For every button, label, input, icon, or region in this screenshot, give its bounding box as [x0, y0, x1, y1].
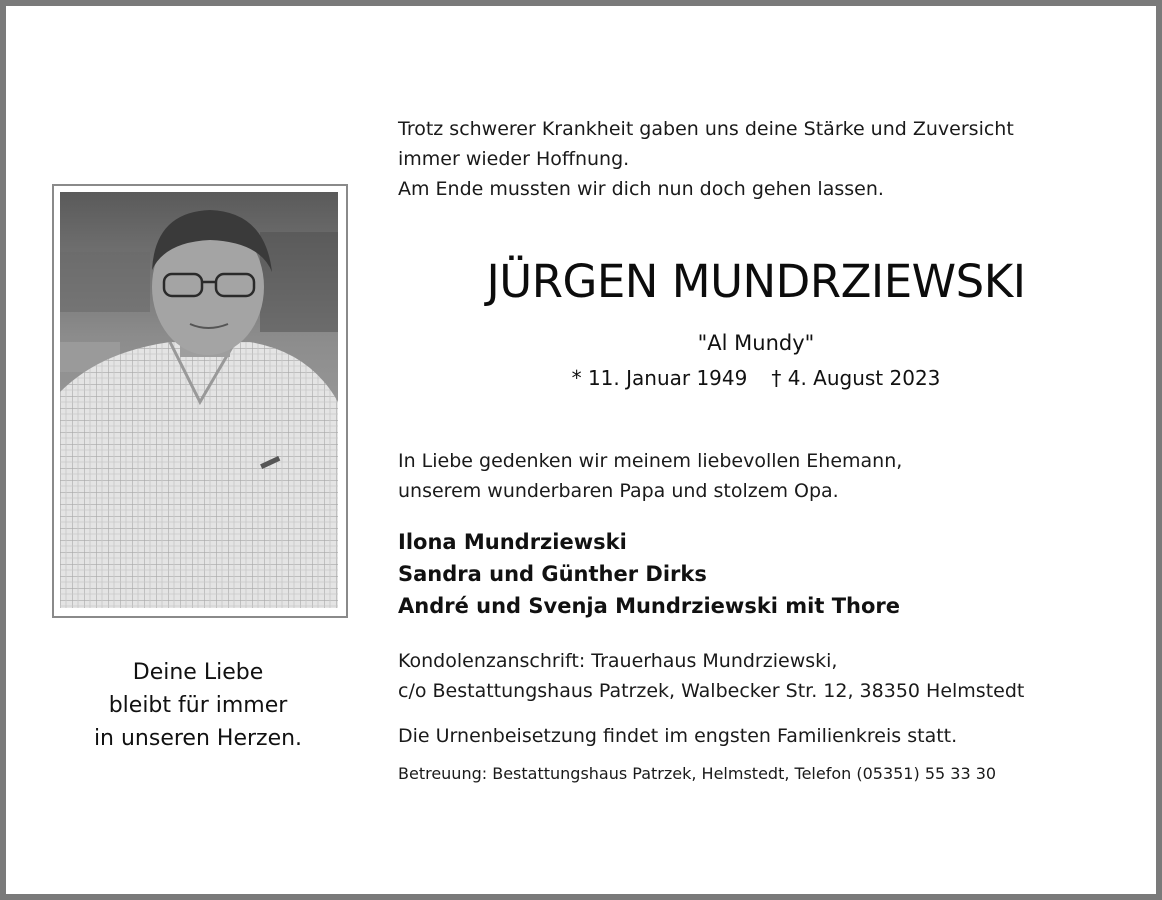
dedication-line: unserem wunderbaren Papa und stolzem Opa.: [398, 480, 839, 502]
intro-line: immer wieder Hoffnung.: [398, 148, 630, 170]
intro-text: [398, 114, 1014, 204]
care-note: Betreuung: Bestattungshaus Patrzek, Helmstedt, Telefon (05351) 55 33 30: [398, 764, 997, 783]
photo-frame: [52, 184, 348, 618]
quote-line: in unseren Herzen.: [93, 726, 303, 751]
contact-line: Kondolenzanschrift: Trauerhaus Mundrziewski,: [398, 650, 838, 672]
death-date: † 4. August 2023: [771, 366, 941, 390]
deceased-name: JÜRGEN MUNDRZIEWSKI: [486, 255, 1026, 308]
dedication-text: [398, 446, 902, 506]
intro-line: Trotz schwerer Krankheit gaben uns deine Stärke und Zuversicht: [398, 118, 1014, 140]
quote-line: Deine Liebe: [132, 660, 264, 685]
deceased-nickname: "Al Mundy": [697, 331, 815, 355]
contact-line: c/o Bestattungshaus Patrzek, Walbecker Str. 12, 38350 Helmstedt: [398, 680, 1025, 702]
obituary-notice: [6, 6, 1156, 894]
burial-note: Die Urnenbeisetzung findet im engsten Familienkreis statt.: [398, 725, 958, 747]
intro-line: Am Ende mussten wir dich nun doch gehen lassen.: [398, 178, 884, 200]
portrait-photo: [60, 192, 338, 608]
life-dates: [506, 363, 1006, 393]
left-quote: [54, 656, 342, 755]
dedication-line: In Liebe gedenken wir meinem liebevollen Ehemann,: [398, 450, 903, 472]
quote-line: bleibt für immer: [108, 693, 288, 718]
family-member: Sandra und Günther Dirks: [398, 562, 707, 586]
condolence-address: [398, 646, 1024, 706]
birth-date: * 11. Januar 1949: [571, 366, 748, 390]
family-member: Ilona Mundrziewski: [398, 530, 627, 554]
family-member: André und Svenja Mundrziewski mit Thore: [398, 594, 901, 618]
family-list: [398, 526, 900, 622]
